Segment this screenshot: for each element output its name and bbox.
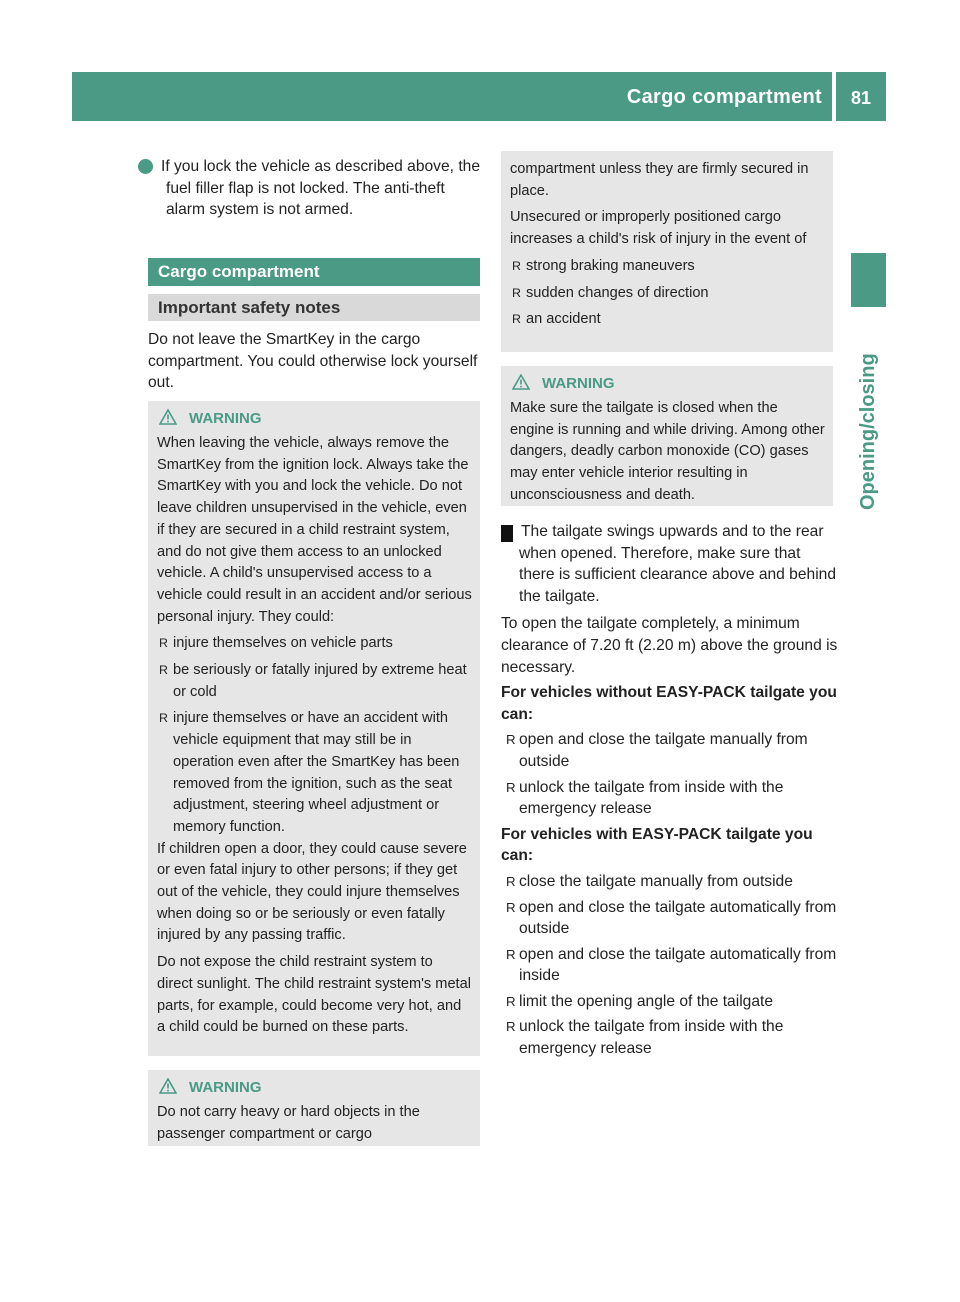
header-title: Cargo compartment (626, 86, 822, 108)
warning-box-1 (148, 401, 480, 1056)
list-item: R unlock the tailgate from inside with the emergency release (501, 777, 838, 820)
list-item: R sudden changes of direction (510, 283, 825, 305)
caution-note-text: The tailgate swings upwards and to the rear when opened. Therefore, make sure that there is sufficient clearance above and behind the tailgate. (519, 523, 836, 605)
warning-triangle-icon (159, 1078, 177, 1094)
warning-triangle-icon (159, 409, 177, 425)
list-item: R limit the opening angle of the tailgate (501, 991, 838, 1013)
list-item: R open and close the tailgate manually from outside (501, 729, 838, 772)
warning-heading: WARNING (159, 407, 472, 433)
warning-heading: WARNING (159, 1076, 472, 1102)
section-title: Cargo compartment (148, 258, 480, 286)
warning-paragraph: Do not carry heavy or hard objects in the passenger compartment or cargo (157, 1104, 420, 1142)
list-item: R strong braking maneuvers (510, 256, 825, 278)
list-item: R injure themselves on vehicle parts (157, 633, 472, 655)
clearance-text: To open the tailgate completely, a minimum clearance of 7.20 ft (2.20 m) above the ground is necessary. (501, 615, 838, 676)
list-item: R open and close the tailgate automatically from inside (501, 944, 838, 987)
warning-paragraph: Do not expose the child restraint system to direct sunlight. The child restraint system's metal parts, for example, could become very hot, and a child could be burned on these parts. (157, 954, 471, 1036)
list-item: R close the tailgate manually from outside (501, 871, 838, 893)
warning-heading: WARNING (512, 372, 825, 398)
list-item: R an accident (510, 309, 825, 331)
page-number: 81 (850, 88, 872, 108)
warning-paragraph: compartment unless they are firmly secured in place. (510, 161, 809, 199)
without-easy-pack-heading: For vehicles without EASY-PACK tailgate you can: (501, 684, 837, 723)
intro-paragraph (148, 329, 483, 394)
warning-box-2 (148, 1070, 480, 1146)
side-tab-text: Opening/closing (857, 353, 879, 510)
subsection-title: Important safety notes (148, 294, 480, 321)
warning-triangle-icon (512, 374, 530, 390)
list-item: R open and close the tailgate automatically from outside (501, 897, 838, 940)
intro-text: Do not leave the SmartKey in the cargo compartment. You could otherwise lock yourself out. (148, 331, 478, 392)
warning-box-3 (501, 366, 833, 506)
right-body (495, 521, 838, 1060)
exclamation-icon: ! (501, 525, 513, 542)
caution-note (495, 521, 838, 607)
list-item: R be seriously or fatally injured by extreme heat or cold (157, 660, 472, 703)
info-icon: i (138, 159, 153, 174)
warning-paragraph: Unsecured or improperly positioned cargo increases a child's risk of injury in the event of (510, 209, 807, 248)
warning-paragraph: If children open a door, they could cause severe or even fatal injury to other persons; if they get out of the vehicle, they could injure themselves when doing so or be seriously or even fatally injured by any passing traffic. (157, 840, 467, 944)
warning-paragraph: Make sure the tailgate is closed when the engine is running and while driving. Among other dangers, deadly carbon monoxide (CO) gases may enter vehicle interior resulting in unconsciousness and death. (510, 400, 825, 503)
side-tab-label (849, 320, 889, 510)
warning-box-2-continued (501, 151, 833, 352)
with-easy-pack-heading: For vehicles with EASY-PACK tailgate you can: (501, 825, 813, 865)
info-note (129, 156, 483, 221)
warning-paragraph: When leaving the vehicle, always remove the SmartKey from the ignition lock. Always take the SmartKey with you and lock the vehicle. Do not leave children unsupervised in the vehicle, even if they are secured in a child restraint system, and do not give them access to an unlocked vehicle. A child's unsupervised access to a vehicle could result in an accident and/or serious personal injury. They could: (157, 435, 472, 625)
side-tab-marker (851, 253, 886, 307)
list-item: R injure themselves or have an accident with vehicle equipment that may still be in operation even after the SmartKey has been removed from the ignition, such as the seat adjustment, steering wheel adjustment or memory function. (157, 708, 472, 838)
info-note-text: If you lock the vehicle as described above, the fuel filler flap is not locked. The anti-theft alarm system is not armed. (161, 158, 480, 219)
list-item: R unlock the tailgate from inside with the emergency release (501, 1016, 838, 1059)
